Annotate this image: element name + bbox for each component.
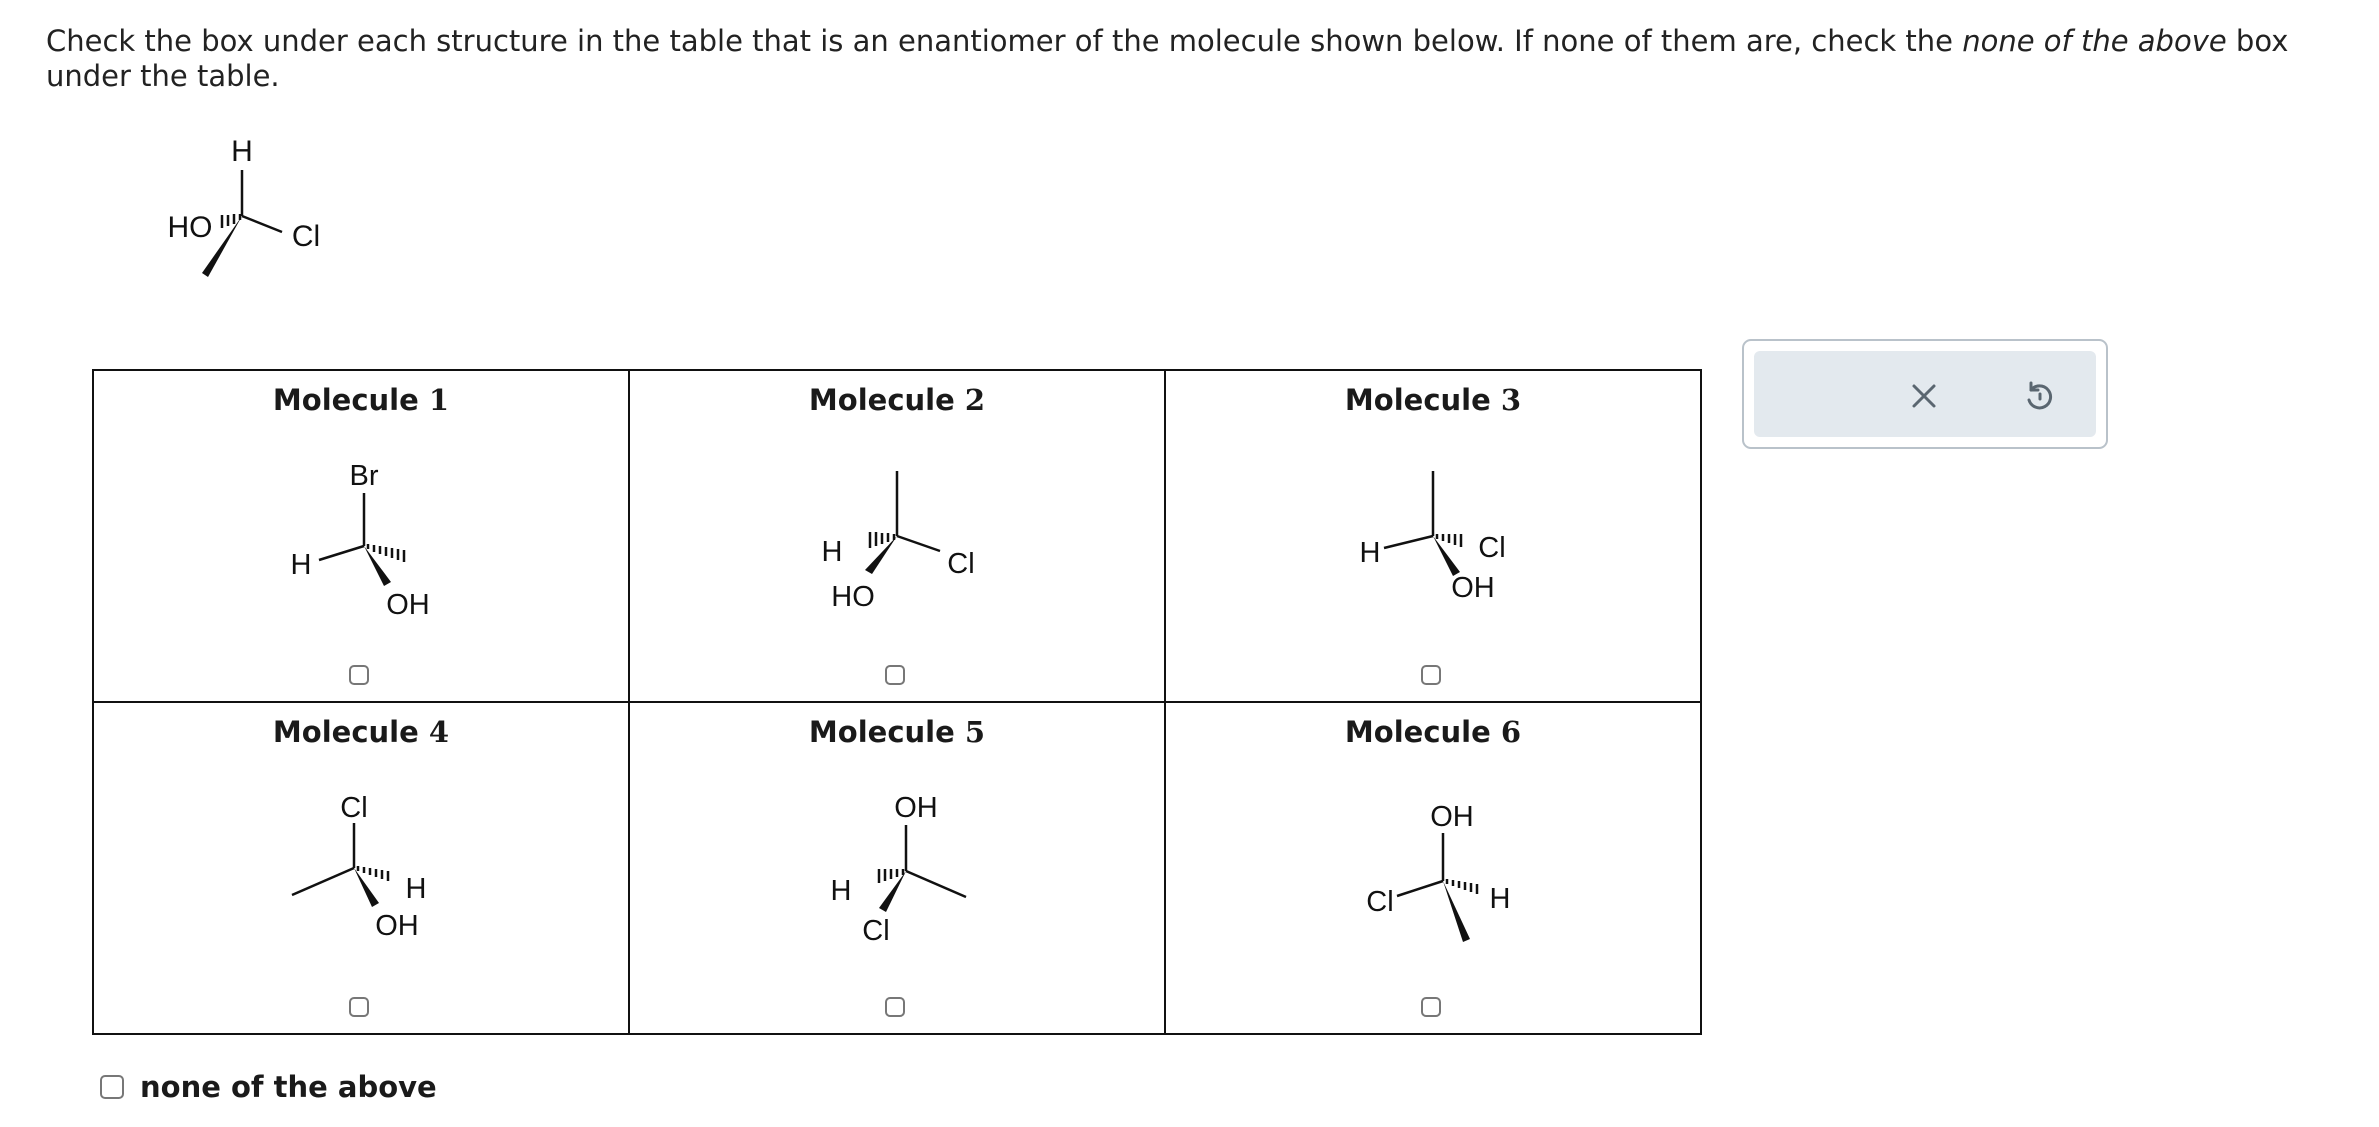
mol5-label-bottom: Cl xyxy=(862,915,890,947)
molecule-table xyxy=(92,369,1702,1035)
ref-label-top: H xyxy=(231,135,253,168)
molecule-cell-2 xyxy=(629,370,1165,702)
mol1-label-top: Br xyxy=(349,460,379,492)
molecule-title: Molecule 4 xyxy=(272,715,450,749)
mol2-label-right: Cl xyxy=(947,548,975,580)
toolbar-inner xyxy=(1754,351,2096,437)
mol1-label-left: H xyxy=(290,549,312,581)
clear-button[interactable] xyxy=(1904,376,1944,416)
molecule-cell-1 xyxy=(93,370,629,702)
none-of-the-above-label: none of the above xyxy=(140,1070,437,1104)
mol5-label-left: H xyxy=(830,875,852,907)
question-emphasis: none of the above xyxy=(1962,24,2227,58)
molecule-structure-6 xyxy=(1166,703,1700,1033)
mol1-label-bottom: OH xyxy=(386,589,430,621)
mol4-label-top: Cl xyxy=(340,792,368,824)
molecule-title: Molecule 6 xyxy=(1344,715,1522,749)
none-of-the-above-option[interactable] xyxy=(100,1070,437,1104)
molecule-structure-3 xyxy=(1166,371,1700,701)
ref-label-left: HO xyxy=(167,211,213,244)
mol6-label-top: OH xyxy=(1430,801,1474,833)
question-text: Check the box under each structure in the table that is an enantiomer of the molecule shown below. If none of them are, check the none of the above box under the table. xyxy=(46,24,2289,93)
molecule-structure-4 xyxy=(94,703,628,1033)
molecule-cell-4 xyxy=(93,702,629,1034)
reference-molecule xyxy=(130,125,360,295)
molecule-2-checkbox[interactable] xyxy=(885,665,905,685)
undo-icon xyxy=(2019,376,2059,416)
mol2-label-left: H xyxy=(821,536,843,568)
mol3-label-bottom: OH xyxy=(1451,572,1495,604)
reset-button[interactable] xyxy=(2019,376,2059,416)
x-icon xyxy=(1904,376,1944,416)
mol2-label-bottom: HO xyxy=(831,581,875,613)
molecule-1-checkbox[interactable] xyxy=(349,665,369,685)
mol5-label-top: OH xyxy=(894,792,938,824)
molecule-title: Molecule 3 xyxy=(1344,383,1522,417)
molecule-title: Molecule 1 xyxy=(272,383,450,417)
molecule-4-checkbox[interactable] xyxy=(349,997,369,1017)
molecule-title: Molecule 2 xyxy=(808,383,986,417)
molecule-cell-3 xyxy=(1165,370,1701,702)
molecule-title: Molecule 5 xyxy=(808,715,986,749)
mol6-label-left: Cl xyxy=(1366,886,1394,918)
molecule-3-checkbox[interactable] xyxy=(1421,665,1441,685)
molecule-structure-2 xyxy=(630,371,1164,701)
molecule-structure-1 xyxy=(94,371,628,701)
answer-toolbar xyxy=(1742,339,2108,449)
molecule-6-checkbox[interactable] xyxy=(1421,997,1441,1017)
molecule-cell-6 xyxy=(1165,702,1701,1034)
ref-label-right: Cl xyxy=(291,220,321,253)
mol6-label-right: H xyxy=(1489,883,1511,915)
molecule-cell-5 xyxy=(629,702,1165,1034)
molecule-structure-5 xyxy=(630,703,1164,1033)
none-of-the-above-checkbox[interactable] xyxy=(100,1075,124,1099)
mol4-label-right: H xyxy=(405,873,427,905)
mol3-label-left: H xyxy=(1359,537,1381,569)
mol4-label-bottom: OH xyxy=(375,910,419,942)
mol3-label-right: Cl xyxy=(1478,532,1506,564)
molecule-5-checkbox[interactable] xyxy=(885,997,905,1017)
